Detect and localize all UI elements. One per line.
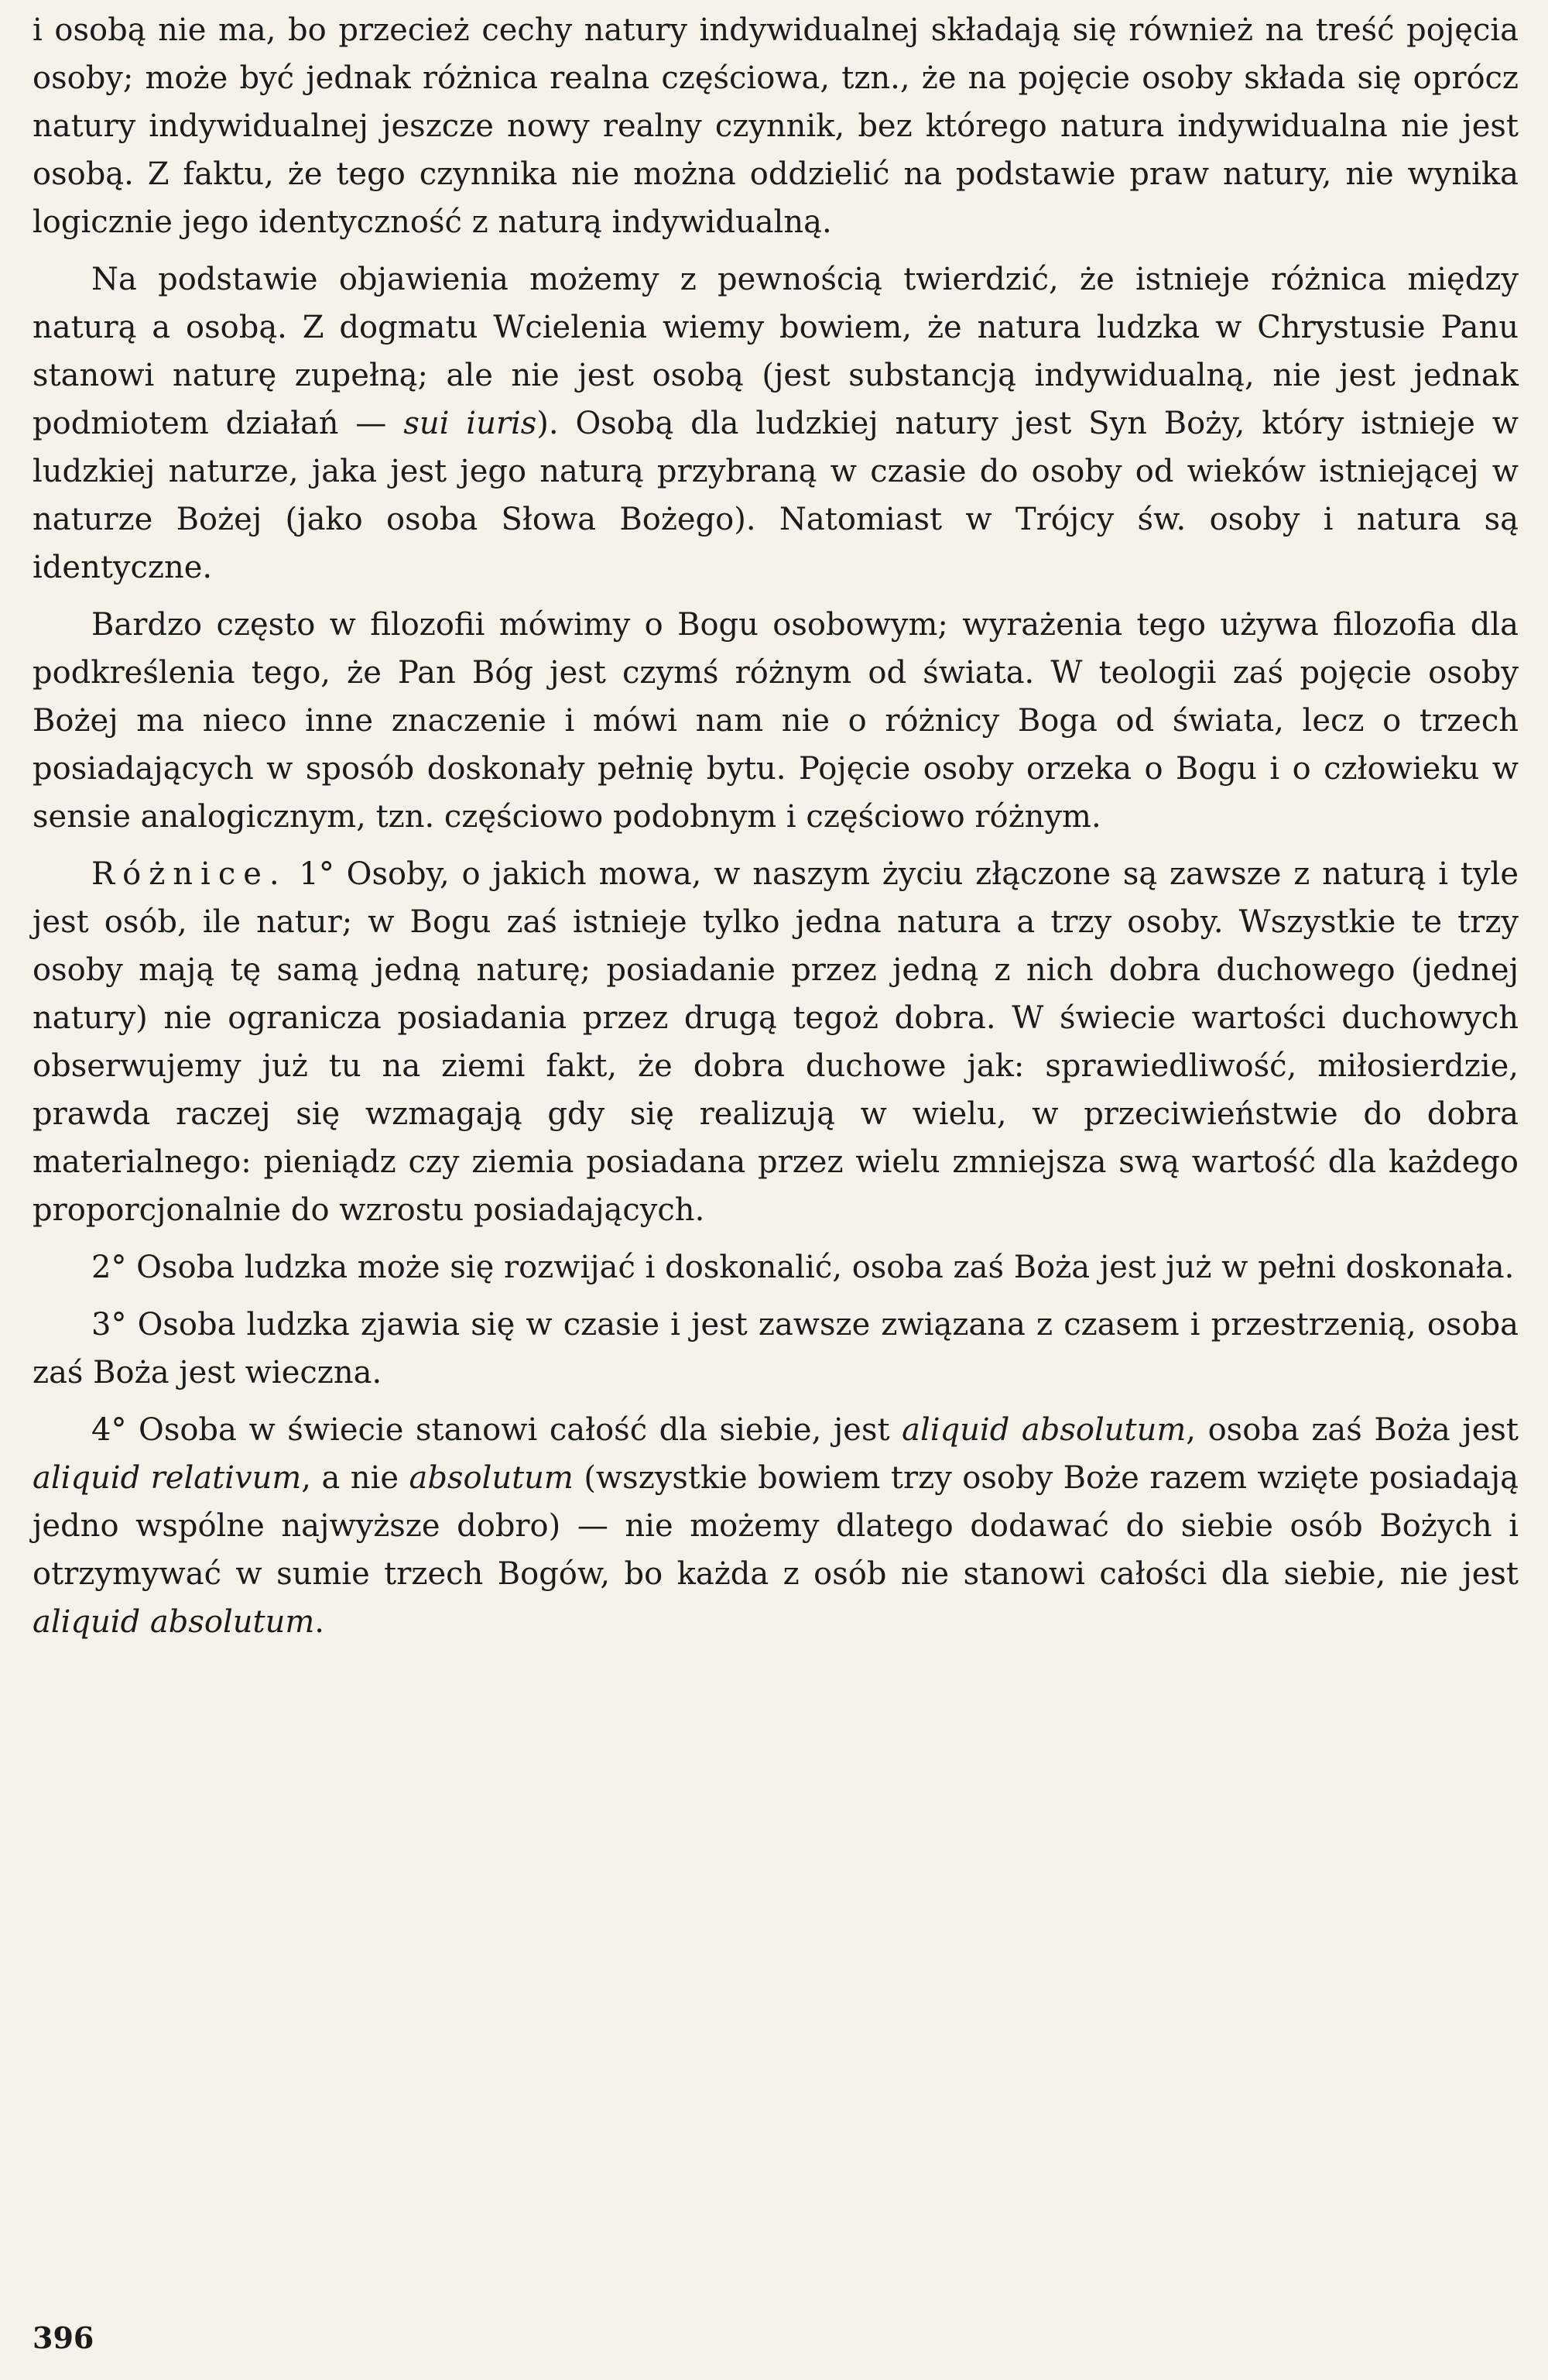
paragraph-6 xyxy=(33,1301,1519,1397)
italic-term: aliquid absolutum xyxy=(902,1412,1187,1448)
spaced-heading: Różnice. xyxy=(91,856,287,892)
italic-term: sui iuris xyxy=(403,406,537,441)
text-run: , a nie xyxy=(301,1460,409,1496)
page-number: 396 xyxy=(33,2320,94,2355)
book-page xyxy=(33,0,1519,2380)
paragraph-1 xyxy=(33,6,1519,246)
text-run: 4° Osoba w świecie stanowi całość dla siebie, jest xyxy=(91,1412,902,1448)
paragraph-3 xyxy=(33,601,1519,841)
italic-term: absolutum xyxy=(409,1460,574,1496)
text-run: Na podstawie objawienia możemy z pewnością twierdzić, że istnieje różnica między naturą a osobą. Z dogmatu Wcielenia wiemy bowiem, że natura ludzka w Chrystusie Panu stanowi naturę zupełną; ale nie jest osobą (jest substancją indywidualną, nie jest jednak podmiotem działań — xyxy=(33,262,1519,441)
paragraph-7 xyxy=(33,1406,1519,1646)
italic-term: aliquid absolutum xyxy=(33,1604,315,1640)
text-run: ). Osobą dla ludzkiej natury jest Syn Boży, który istnieje w ludzkiej naturze, jaka jest jego naturą przybraną w czasie do osoby od wieków istniejącej w naturze Bożej (jako osoba Słowa Bożego). Natomiast w Trójcy św. osoby i natura są identyczne. xyxy=(33,406,1519,585)
text-run: Bardzo często w filozofii mówimy o Bogu osobowym; wyrażenia tego używa filozofia dla podkreślenia tego, że Pan Bóg jest czymś różnym od świata. W teologii zaś pojęcie osoby Bożej ma nieco inne znaczenie i mówi nam nie o różnicy Boga od świata, lecz o trzech posiadających w sposób doskonały pełnię bytu. Pojęcie osoby orzeka o Bogu i o człowieku w sensie analogicznym, tzn. częściowo podobnym i częściowo różnym. xyxy=(33,607,1519,835)
text-run: (wszystkie bowiem trzy osoby Boże razem wzięte posiadają jedno wspólne najwyższe dobro) — nie możemy dlatego dodawać do siebie osób Bożych i otrzymywać w sumie trzech Bogów, bo każda z osób nie stanowi całości dla siebie, nie jest xyxy=(33,1460,1519,1592)
text-run: 3° Osoba ludzka zjawia się w czasie i jest zawsze związana z czasem i przestrzenią, osoba zaś Boża jest wieczna. xyxy=(33,1307,1519,1391)
body-text xyxy=(33,6,1519,1655)
paragraph-4 xyxy=(33,850,1519,1234)
paragraph-2 xyxy=(33,255,1519,592)
text-run: i osobą nie ma, bo przecież cechy natury indywidualnej składają się również na treść pojęcia osoby; może być jednak różnica realna częściowa, tzn., że na pojęcie osoby składa się oprócz natury indywidualnej jeszcze nowy realny czynnik, bez którego natura indywidualna nie jest osobą. Z faktu, że tego czynnika nie można oddzielić na podstawie praw natury, nie wynika logicznie jego identyczność z naturą indywidualną. xyxy=(33,12,1519,240)
paragraph-5 xyxy=(33,1243,1519,1291)
italic-term: aliquid relativum xyxy=(33,1460,302,1496)
text-run: . xyxy=(314,1604,325,1640)
text-run: 1° Osoby, o jakich mowa, w naszym życiu złączone są zawsze z naturą i tyle jest osób, ile natur; w Bogu zaś istnieje tylko jedna natura a trzy osoby. Wszystkie te trzy osoby mają tę samą jedną naturę; posiadanie przez jedną z nich dobra duchowego (jednej natury) nie ogranicza posiadania przez drugą tegoż dobra. W świecie wartości duchowych obserwujemy już tu na ziemi fakt, że dobra duchowe jak: sprawiedliwość, miłosierdzie, prawda raczej się wzmagają gdy się realizują w wielu, w przeciwieństwie do dobra materialnego: pieniądz czy ziemia posiadana przez wielu zmniejsza swą wartość dla każdego proporcjonalnie do wzrostu posiadających. xyxy=(33,856,1519,1228)
text-run: 2° Osoba ludzka może się rozwijać i doskonalić, osoba zaś Boża jest już w pełni doskonała. xyxy=(91,1250,1515,1285)
text-run: , osoba zaś Boża jest xyxy=(1186,1412,1519,1448)
